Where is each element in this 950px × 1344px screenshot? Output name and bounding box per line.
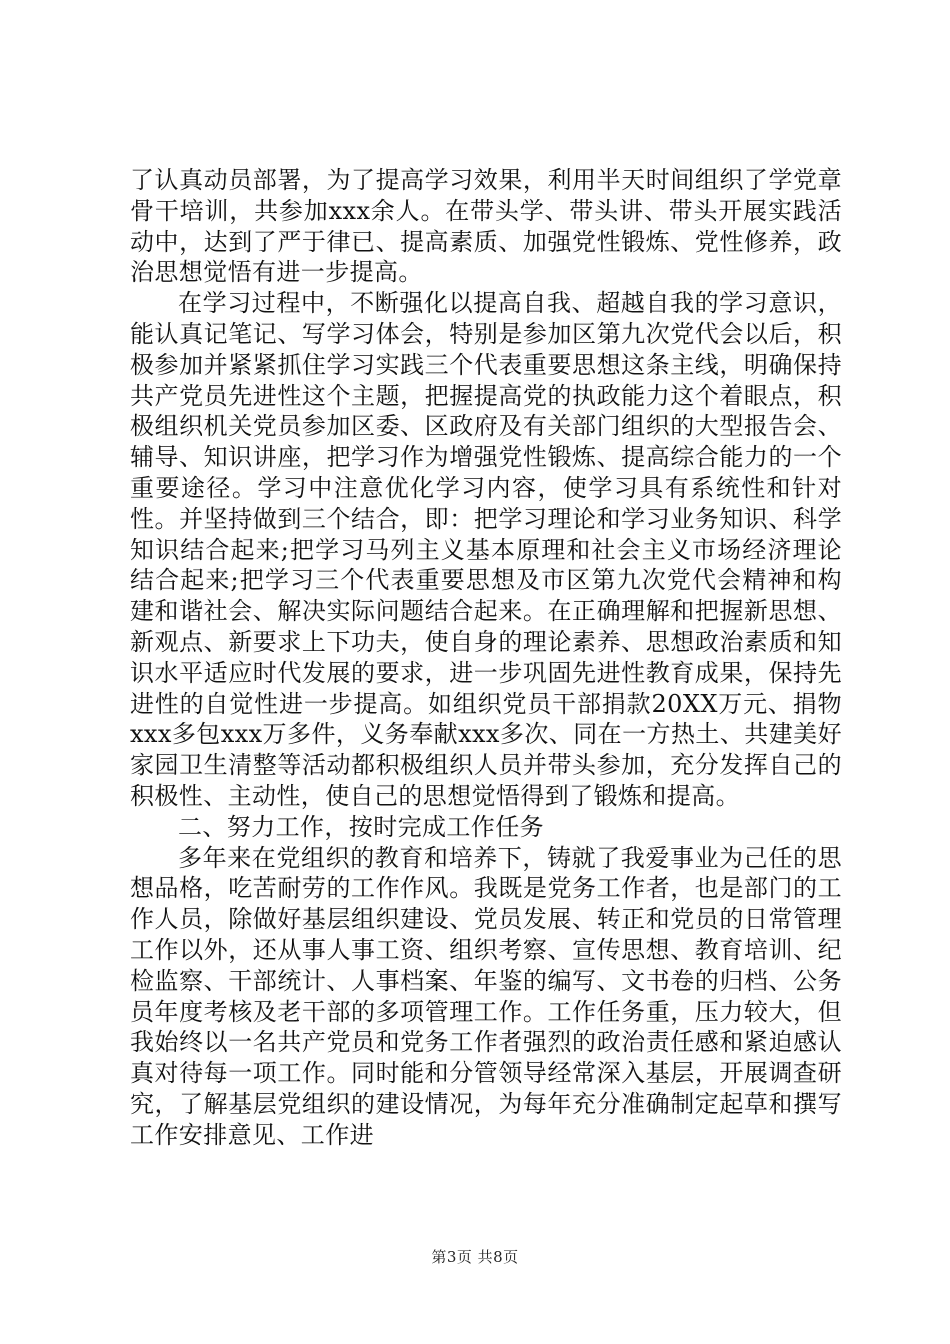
paragraph-study-process: 在学习过程中，不断强化以提高自我、超越自我的学习意识，能认真记笔记、写学习体会，特别是参加区第九次党代会以后，积极参加并紧紧抓住学习实践三个代表重要思想这条主线，明确保持共产党员先进性这个主题，把握提高党的执政能力这个着眼点，积极组织机关党员参加区委、区政府及有关部门组织的大型报告会、辅导、知识讲座，把学习作为增强党性锻炼、提高综合能力的一个重要途径。学习中注意优化学习内容，使学习具有系统性和针对性。并坚持做到三个结合，即：把学习理论和学习业务知识、科学知识结合起来;把学习马列主义基本原理和社会主义市场经济理论结合起来;把学习三个代表重要思想及市区第九次党代会精神和构建和谐社会、解决实际问题结合起来。在正确理解和把握新思想、新观点、新要求上下功夫，使自身的理论素养、思想政治素质和知识水平适应时代发展的要求，进一步巩固先进性教育成果，保持先进性的自觉性进一步提高。如组织党员干部捐款20XX万元、捐物xxx多包xxx万多件，义务奉献xxx多次、同在一方热土、共建美好家园卫生清整等活动都积极组织人员并带头参加，充分发挥自己的积极性、主动性，使自己的思想觉悟得到了锻炼和提高。 — [130, 289, 842, 810]
section-heading: 二、努力工作，按时完成工作任务 — [178, 812, 544, 841]
paragraph-continuation: 了认真动员部署，为了提高学习效果，利用半天时间组织了学党章骨干培训，共参加xxx余人。在带头学、带头讲、带头开展实践活动中，达到了严于律已、提高素质、加强党性锻炼、党性修养，政治思想觉悟有进一步提高。 — [130, 166, 842, 287]
page-number-footer: 第3页 共8页 — [431, 1248, 519, 1266]
paragraph-work-tasks: 多年来在党组织的教育和培养下，铸就了我爱事业为己任的思想品格，吃苦耐劳的工作作风。我既是党务工作者，也是部门的工作人员，除做好基层组织建设、党员发展、转正和党员的日常管理工作以外，还从事人事工资、组织考察、宣传思想、教育培训、纪检监察、干部统计、人事档案、年鉴的编写、文书卷的归档、公务员年度考核及老干部的多项管理工作。工作任务重，压力较大，但我始终以一名共产党员和党务工作者强烈的政治责任感和紧迫感认真对待每一项工作。同时能和分管领导经常深入基层，开展调查研究，了解基层党组织的建设情况，为每年充分准确制定起草和撰写工作安排意见、工作进 — [130, 843, 842, 1149]
document-body — [130, 165, 842, 1151]
